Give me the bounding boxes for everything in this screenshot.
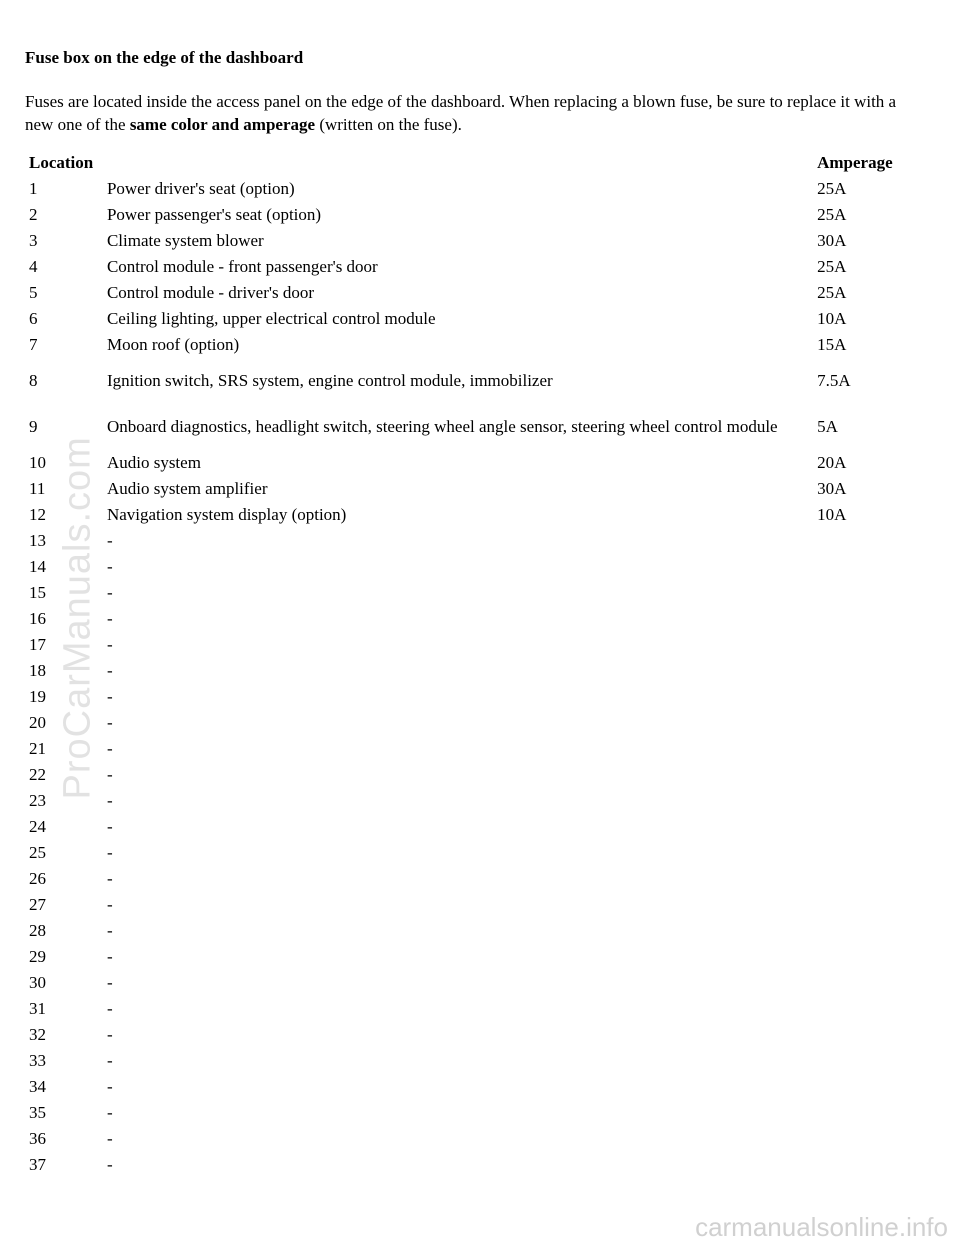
fuse-amperage: 7.5A — [817, 371, 851, 390]
fuse-description: Control module - front passenger's door — [106, 257, 378, 276]
fuse-amperage — [817, 1152, 937, 1178]
fuse-location: 34 — [29, 1077, 46, 1096]
fuse-description: - — [106, 713, 113, 732]
fuse-description: Climate system blower — [106, 231, 264, 250]
fuse-amperage: 20A — [817, 453, 847, 472]
fuse-location: 33 — [29, 1051, 46, 1070]
fuse-location: 4 — [29, 257, 38, 276]
table-row — [25, 228, 937, 254]
fuse-description: Audio system amplifier — [106, 479, 268, 498]
table-row — [25, 970, 937, 996]
fuse-description: Onboard diagnostics, headlight switch, steering wheel angle sensor, steering wheel control module — [106, 417, 778, 436]
table-row — [25, 1152, 937, 1178]
fuse-description: - — [106, 999, 113, 1018]
fuse-amperage: 30A — [817, 479, 847, 498]
fuse-location: 23 — [29, 791, 46, 810]
table-row — [25, 1022, 937, 1048]
table-row — [25, 580, 937, 606]
fuse-location: 24 — [29, 817, 46, 836]
fuse-amperage — [817, 1022, 937, 1048]
fuse-description: - — [106, 1051, 113, 1070]
fuse-location: 7 — [29, 335, 38, 354]
fuse-location: 12 — [29, 505, 46, 524]
fuse-description: Navigation system display (option) — [106, 505, 347, 524]
page-heading: Fuse box on the edge of the dashboard — [25, 48, 304, 67]
table-row — [25, 944, 937, 970]
fuse-amperage — [817, 710, 937, 736]
fuse-description: Ignition switch, SRS system, engine control module, immobilizer — [106, 371, 553, 390]
fuse-amperage — [817, 970, 937, 996]
fuse-description: - — [106, 635, 113, 654]
fuse-description: - — [106, 843, 113, 862]
fuse-amperage — [817, 1074, 937, 1100]
table-row — [25, 280, 937, 306]
fuse-location: 31 — [29, 999, 46, 1018]
description-header — [107, 150, 817, 176]
table-row — [25, 554, 937, 580]
table-row — [25, 814, 937, 840]
fuse-description: - — [106, 531, 113, 550]
fuse-amperage — [817, 658, 937, 684]
fuse-amperage: 25A — [817, 179, 847, 198]
fuse-amperage: 25A — [817, 283, 847, 302]
table-row — [25, 606, 937, 632]
fuse-description: - — [106, 583, 113, 602]
fuse-location: 19 — [29, 687, 46, 706]
fuse-description: Power passenger's seat (option) — [106, 205, 322, 224]
fuse-location: 35 — [29, 1103, 46, 1122]
fuse-location: 16 — [29, 609, 46, 628]
table-row — [25, 632, 937, 658]
fuse-description: - — [106, 791, 113, 810]
fuse-description: - — [106, 1155, 113, 1174]
fuse-amperage — [817, 736, 937, 762]
fuse-location: 21 — [29, 739, 46, 758]
fuse-description: - — [106, 1025, 113, 1044]
fuse-amperage — [817, 528, 937, 554]
fuse-table-body — [25, 176, 937, 1178]
bottom-watermark: carmanualsonline.info — [695, 1212, 948, 1242]
location-header: Location — [29, 153, 94, 172]
fuse-location: 1 — [29, 179, 38, 198]
intro-text-before: Fuses are located inside the access panel on the edge of the dashboard. When replacing a blown fuse, be sure to replace it with a new one of the — [25, 92, 897, 134]
fuse-location: 5 — [29, 283, 38, 302]
fuse-amperage: 5A — [817, 417, 838, 436]
fuse-location: 30 — [29, 973, 46, 992]
fuse-amperage: 25A — [817, 257, 847, 276]
fuse-description: - — [106, 739, 113, 758]
fuse-location: 6 — [29, 309, 38, 328]
fuse-description: - — [106, 557, 113, 576]
table-row — [25, 684, 937, 710]
fuse-description: - — [106, 973, 113, 992]
amperage-header: Amperage — [817, 153, 893, 172]
fuse-amperage — [817, 944, 937, 970]
fuse-location: 8 — [29, 371, 38, 390]
intro-text-bold: same color and amperage — [129, 115, 316, 134]
table-row — [25, 736, 937, 762]
fuse-description: - — [106, 661, 113, 680]
fuse-description: - — [106, 1077, 113, 1096]
fuse-amperage — [817, 866, 937, 892]
fuse-location: 11 — [29, 479, 46, 498]
fuse-description: - — [106, 609, 113, 628]
fuse-amperage — [817, 996, 937, 1022]
fuse-description: - — [106, 921, 113, 940]
fuse-amperage — [817, 1100, 937, 1126]
fuse-amperage — [817, 632, 937, 658]
table-row — [25, 358, 937, 404]
fuse-description: - — [106, 687, 113, 706]
fuse-description: Ceiling lighting, upper electrical control module — [106, 309, 436, 328]
table-row — [25, 254, 937, 280]
fuse-amperage — [817, 918, 937, 944]
fuse-table-header-row — [25, 150, 937, 176]
side-watermark: ProCarManuals.com — [56, 436, 99, 800]
fuse-description: - — [106, 947, 113, 966]
fuse-description: Control module - driver's door — [106, 283, 314, 302]
table-row — [25, 1074, 937, 1100]
fuse-amperage: 30A — [817, 231, 847, 250]
fuse-description: Audio system — [106, 453, 201, 472]
fuse-description: Moon roof (option) — [106, 335, 240, 354]
table-row — [25, 996, 937, 1022]
fuse-amperage: 25A — [817, 205, 847, 224]
intro-text-after: (written on the fuse). — [315, 115, 462, 134]
fuse-location: 14 — [29, 557, 46, 576]
table-row — [25, 866, 937, 892]
table-row — [25, 528, 937, 554]
fuse-location: 29 — [29, 947, 46, 966]
fuse-amperage — [817, 788, 937, 814]
fuse-amperage — [817, 580, 937, 606]
fuse-amperage — [817, 554, 937, 580]
fuse-amperage — [817, 684, 937, 710]
fuse-location: 9 — [29, 417, 38, 436]
fuse-location: 26 — [29, 869, 46, 888]
table-row — [25, 840, 937, 866]
fuse-location: 22 — [29, 765, 46, 784]
fuse-location: 10 — [29, 453, 46, 472]
fuse-location: 27 — [29, 895, 46, 914]
fuse-description: - — [106, 869, 113, 888]
table-row — [25, 306, 937, 332]
table-row — [25, 450, 937, 476]
fuse-location: 18 — [29, 661, 46, 680]
fuse-amperage: 10A — [817, 309, 847, 328]
fuse-description: - — [106, 765, 113, 784]
fuse-location: 37 — [29, 1155, 46, 1174]
table-row — [25, 176, 937, 202]
fuse-amperage — [817, 762, 937, 788]
fuse-amperage — [817, 606, 937, 632]
table-row — [25, 202, 937, 228]
fuse-location: 36 — [29, 1129, 46, 1148]
fuse-description: - — [106, 817, 113, 836]
fuse-description: Power driver's seat (option) — [106, 179, 295, 198]
table-row — [25, 332, 937, 358]
fuse-location: 32 — [29, 1025, 46, 1044]
fuse-amperage — [817, 840, 937, 866]
fuse-amperage: 10A — [817, 505, 847, 524]
fuse-location: 20 — [29, 713, 46, 732]
fuse-location: 3 — [29, 231, 38, 250]
table-row — [25, 762, 937, 788]
fuse-location: 15 — [29, 583, 46, 602]
fuse-location: 13 — [29, 531, 46, 550]
table-row — [25, 1048, 937, 1074]
table-row — [25, 658, 937, 684]
fuse-description: - — [106, 1129, 113, 1148]
table-row — [25, 710, 937, 736]
fuse-amperage — [817, 1126, 937, 1152]
fuse-description: - — [106, 895, 113, 914]
table-row — [25, 1126, 937, 1152]
fuse-location: 25 — [29, 843, 46, 862]
table-row — [25, 404, 937, 450]
fuse-location: 2 — [29, 205, 38, 224]
fuse-description: - — [106, 1103, 113, 1122]
intro-paragraph — [25, 90, 905, 136]
table-row — [25, 788, 937, 814]
fuse-amperage — [817, 814, 937, 840]
table-row — [25, 892, 937, 918]
fuse-amperage: 15A — [817, 335, 847, 354]
table-row — [25, 918, 937, 944]
fuse-location: 17 — [29, 635, 46, 654]
fuse-amperage — [817, 892, 937, 918]
fuse-table — [25, 150, 937, 1178]
table-row — [25, 502, 937, 528]
table-row — [25, 1100, 937, 1126]
fuse-amperage — [817, 1048, 937, 1074]
fuse-location: 28 — [29, 921, 46, 940]
table-row — [25, 476, 937, 502]
